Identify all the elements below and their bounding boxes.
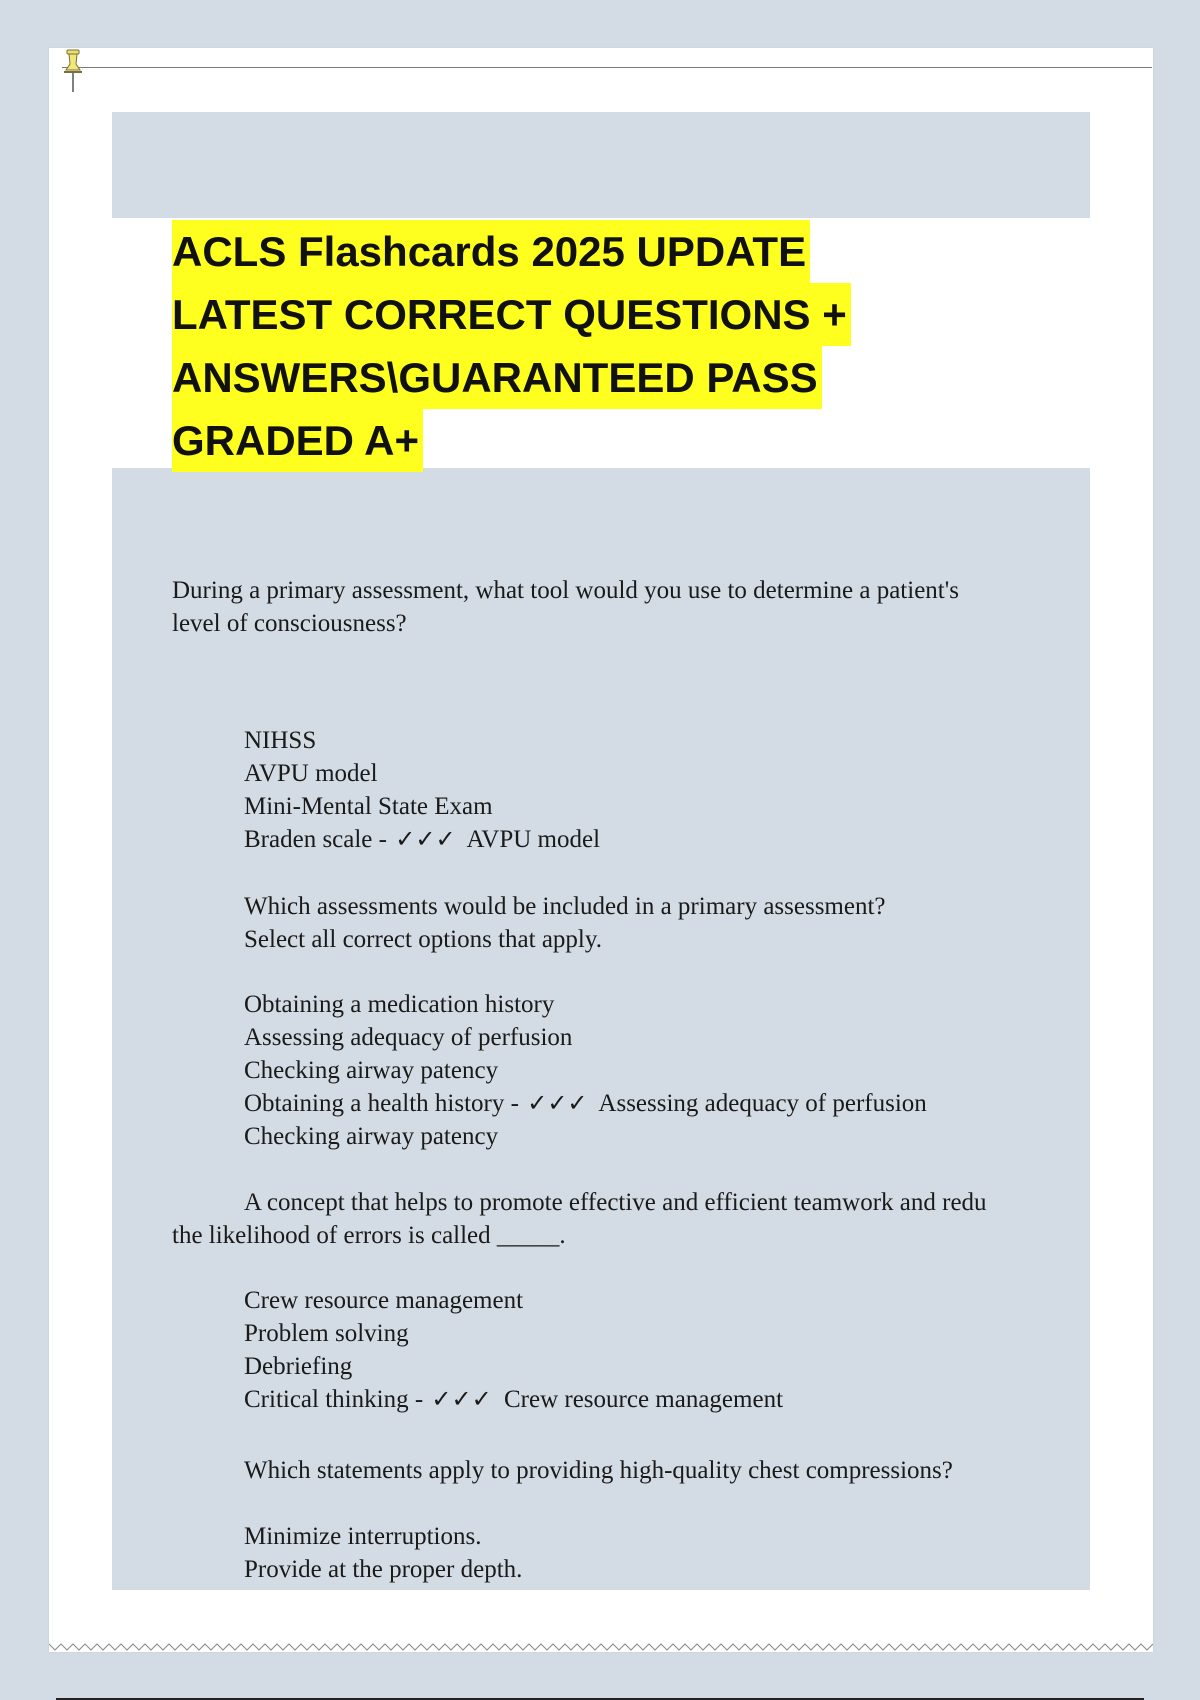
option-item: Braden scale -: [244, 826, 387, 853]
page-break-edge: [49, 1640, 1153, 1654]
title-line-2: LATEST CORRECT QUESTIONS +: [172, 283, 851, 346]
question-3-options: [244, 1284, 783, 1416]
question-text: Which statements apply to providing high-quality chest compressions?: [244, 1457, 953, 1484]
question-4: [244, 1454, 953, 1487]
checkmark-icon: ✓✓✓: [395, 825, 456, 853]
checkmark-icon: ✓✓✓: [431, 1385, 492, 1413]
option-item: Crew resource management: [244, 1287, 524, 1314]
title-line-1: ACLS Flashcards 2025 UPDATE: [172, 220, 810, 283]
title-line-3: ANSWERS\GUARANTEED PASS: [172, 346, 822, 409]
question-text: Select all correct options that apply.: [244, 926, 602, 953]
answer-text: Checking airway patency: [244, 1123, 499, 1150]
option-item: Minimize interruptions.: [244, 1523, 482, 1550]
option-answer-line: [244, 1087, 927, 1120]
option-item: AVPU model: [244, 760, 378, 787]
question-text: level of consciousness?: [172, 610, 407, 637]
option-item: Problem solving: [244, 1320, 409, 1347]
option-item: Obtaining a health history -: [244, 1090, 519, 1117]
question-1: [172, 574, 959, 640]
option-answer-line: [244, 823, 600, 856]
header-rule: [62, 67, 1152, 68]
option-item: Assessing adequacy of perfusion: [244, 1024, 573, 1051]
pushpin-icon[interactable]: [58, 48, 88, 96]
question-text: A concept that helps to promote effective and efficient teamwork and redu: [244, 1189, 987, 1216]
question-3: [172, 1186, 1090, 1252]
option-answer-line: [244, 1383, 783, 1416]
question-4-options: [244, 1520, 522, 1586]
question-2-options: [244, 988, 927, 1153]
option-item: Critical thinking -: [244, 1386, 424, 1413]
question-2: [244, 890, 886, 956]
question-1-options: [244, 724, 600, 856]
option-item: Mini-Mental State Exam: [244, 793, 493, 820]
option-item: Provide at the proper depth.: [244, 1556, 523, 1583]
answer-text: Crew resource management: [503, 1386, 784, 1413]
option-item: Obtaining a medication history: [244, 991, 555, 1018]
question-text: During a primary assessment, what tool would you use to determine a patient's: [172, 577, 959, 604]
checkmark-icon: ✓✓✓: [527, 1089, 588, 1117]
answer-text: Assessing adequacy of perfusion: [598, 1090, 927, 1117]
answer-text: AVPU model: [466, 826, 601, 853]
option-item: Debriefing: [244, 1353, 353, 1380]
question-text: the likelihood of errors is called _____.: [172, 1222, 566, 1249]
document-title: [172, 220, 1072, 472]
option-item: Checking airway patency: [244, 1057, 499, 1084]
option-item: NIHSS: [244, 727, 317, 754]
title-line-4: GRADED A+: [172, 409, 423, 472]
question-text: Which assessments would be included in a primary assessment?: [244, 893, 886, 920]
